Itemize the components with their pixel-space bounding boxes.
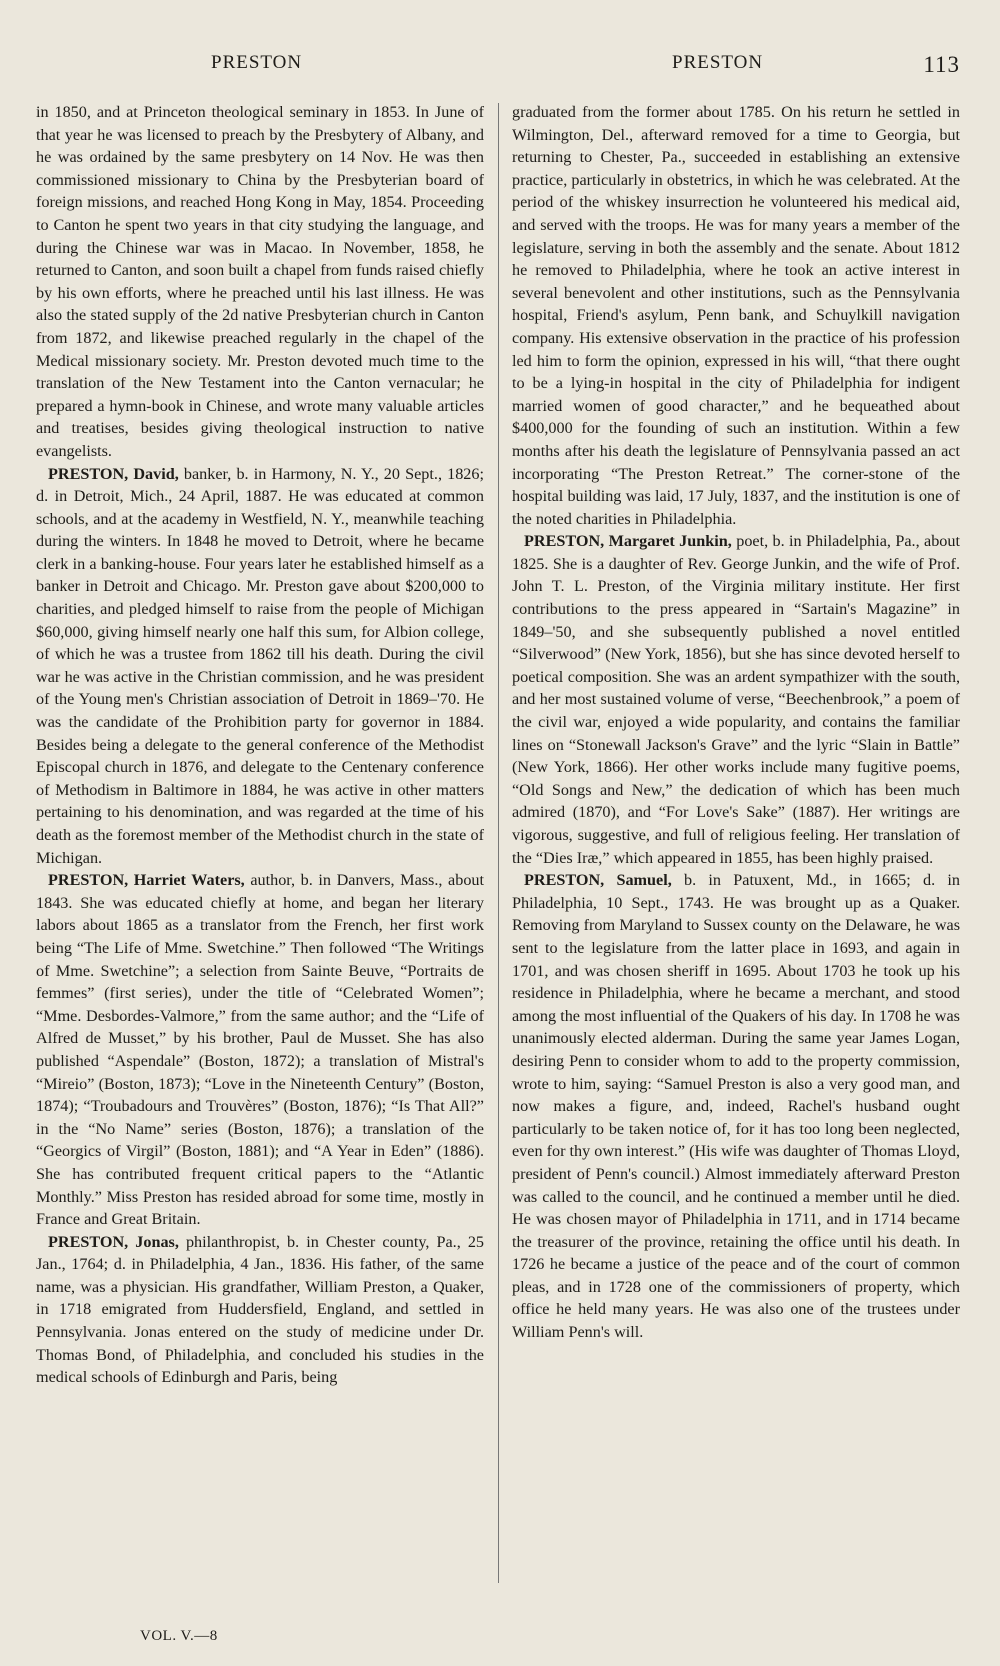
left-running-head: PRESTON: [211, 52, 303, 73]
text-columns: [36, 101, 960, 1601]
headword: PRESTON, Jonas,: [48, 1232, 179, 1251]
entry-body: b. in Patuxent, Md., in 1665; d. in Philadelphia, 10 Sept., 1743. He was brought up as a Quaker. Removing from Maryland to Sussex county on the Delaware, he was sent to the legislature from the latter place in 1693, and again in 1701, and was chosen sheriff in 1695. About 1703 he took up his residence in Philadelphia, where he became a merchant, and stood among the most influential of the Quakers of his day. In 1708 he was unanimously elected alderman. During the same year James Logan, desiring Penn to consider whom to add to the property commission, wrote to him, saying: “Samuel Preston is also a very good man, and now makes a figure, and, indeed, Rachel's husband ought particularly to be taken notice of, for it has too long been neglected, even for thy own interest.” (His wife was daughter of Thomas Lloyd, president of Penn's council.) Almost immediately afterward Preston was called to the council, and he continued a member until he died. He was chosen mayor of Philadelphia in 1711, and in 1714 became the treasurer of the province, retaining the office until his death. In 1726 he became a justice of the peace and of the court of common pleas, and in 1728 one of the commissioners of property, which office he held many years. He was also one of the trustees under William Penn's will.: [512, 871, 960, 1342]
continued-entry-text: graduated from the former about 1785. On his return he settled in Wilmington, Del., afterward removed for a time to Georgia, but returning to Chester, Pa., succeeded in establishing an extensive practice, particularly in obstetrics, in which he was celebrated. At the period of the whiskey insurrection he volunteered his medical aid, and served with the troops. He was for many years a member of the legislature, serving in both the assembly and the senate. About 1812 he removed to Philadelphia, where he took an active interest in several benevolent and other institutions, such as the Pennsylvania hospital, Friend's asylum, Penn bank, and Schuylkill navigation company. His extensive observation in the practice of his profession led him to form the opinion, expressed in his will, “that there ought to be a lying-in hospital in the city of Philadelphia for indigent married women of good character,” and he bequeathed about $400,000 for the founding of such an institution. Within a few months after his death the legislature of Pennsylvania passed an act incorporating “The Preston Retreat.” The corner-stone of the hospital building was laid, 17 July, 1837, and the institution is one of the noted charities in Philadelphia.: [512, 103, 960, 528]
headword: PRESTON, Samuel,: [524, 871, 672, 890]
headword: PRESTON, Margaret Junkin,: [524, 532, 732, 551]
page-header: [36, 48, 960, 88]
headword: PRESTON, Harriet Waters,: [48, 871, 245, 890]
column-divider: [498, 103, 499, 1583]
left-column: [36, 101, 484, 1601]
entry-samuel-preston: [512, 869, 960, 1343]
page-number: 113: [923, 52, 960, 77]
volume-signature: VOL. V.—8: [140, 1628, 218, 1644]
continued-entry-text: in 1850, and at Princeton theological seminary in 1853. In June of that year he was licensed to preach by the Presbytery of Albany, and he was ordained by the same presbytery on 14 Nov. He was then commissioned missionary to China by the Presbyterian board of foreign missions, and reached Hong Kong in May, 1854. Proceeding to Canton he spent two years in that city studying the language, and during the Chinese war was in Macao. In November, 1858, he returned to Canton, and soon built a chapel from funds raised chiefly by his own efforts, where he preached until his last illness. He was also the stated supply of the 2d native Presbyterian church in Canton from 1872, and likewise preached regularly in the chapel of the Medical missionary society. Mr. Preston devoted much time to the translation of the New Testament into the Canton vernacular; he prepared a hymn-book in Chinese, and wrote many valuable articles and treatises, besides giving theological instruction to native evangelists.: [36, 103, 484, 460]
entry-jonas-preston: [36, 1231, 484, 1389]
entry-margaret-junkin-preston: [512, 530, 960, 869]
entry-body: poet, b. in Philadelphia, Pa., about 1825. She is a daughter of Rev. George Junkin, and the wife of Prof. John T. L. Preston, of the Virginia military institute. Her first contributions to the press appeared in “Sartain's Magazine” in 1849–'50, and she subsequently published a novel entitled “Silverwood” (New York, 1856), but she has since devoted herself to poetical composition. She was an ardent sympathizer with the south, and her most sustained volume of verse, “Beechenbrook,” a poem of the civil war, enjoyed a wide popularity, and contains the familiar lines on “Stonewall Jackson's Grave” and the lyric “Slain in Battle” (New York, 1866). Her other works include many fugitive poems, “Old Songs and New,” the dedication of which has been much admired (1870), and “For Love's Sake” (1887). Her writings are vigorous, suggestive, and full of religious feeling. Her translation of the “Dies Iræ,” which appeared in 1855, has been highly praised.: [512, 532, 960, 867]
right-column: [512, 101, 960, 1601]
entry-david-preston: [36, 463, 484, 870]
entry-body: author, b. in Danvers, Mass., about 1843. She was educated chiefly at home, and began her literary labors about 1865 as a translator from the French, her first work being “The Life of Mme. Swetchine.” Then followed “The Writings of Mme. Swetchine”; a selection from Sainte Beuve, “Portraits de femmes” (first series), under the title of “Celebrated Women”; “Mme. Desbordes-Valmore,” from the same author; and the “Life of Alfred de Musset,” by his brother, Paul de Musset. She has also published “Aspendale” (Boston, 1872); a translation of Mistral's “Mireio” (Boston, 1873); “Love in the Nineteenth Century” (Boston, 1874); “Troubadours and Trouvères” (Boston, 1876); “Is That All?” in the “No Name” series (Boston, 1876); a translation of the “Georgics of Virgil” (Boston, 1881); and “A Year in Eden” (1886). She has contributed frequent critical papers to the “Atlantic Monthly.” Miss Preston has resided abroad for some time, mostly in France and Great Britain.: [36, 871, 484, 1229]
entry-body: banker, b. in Harmony, N. Y., 20 Sept., 1826; d. in Detroit, Mich., 24 April, 1887. He was educated at common schools, and at the academy in Westfield, N. Y., meanwhile teaching during the winters. In 1848 he moved to Detroit, where he became clerk in a banking-house. Four years later he established himself as a banker in Detroit and Chicago. Mr. Preston gave about $200,000 to charities, and pledged himself to raise from the people of Michigan $60,000, giving himself nearly one half this sum, for Albion college, of which he was a trustee from 1862 till his death. During the civil war he was active in the Christian commission, and he was president of the Young men's Christian association of Detroit in 1869–'70. He was the candidate of the Prohibition party for governor in 1884. Besides being a delegate to the general conference of the Methodist Episcopal church in 1876, and delegate to the Centenary conference of Methodism in Baltimore in 1884, he was active in other matters pertaining to his denomination, and was regarded at the time of his death as the foremost member of the Methodist church in the state of Michigan.: [36, 464, 484, 867]
headword: PRESTON, David,: [48, 464, 179, 483]
entry-body: philanthropist, b. in Chester county, Pa., 25 Jan., 1764; d. in Philadelphia, 4 Jan., 1836. His father, of the same name, was a physician. His grandfather, William Preston, a Quaker, in 1718 emigrated from Huddersfield, England, and settled in Pennsylvania. Jonas entered on the study of medicine under Dr. Thomas Bond, of Philadelphia, and concluded his studies in the medical schools of Edinburgh and Paris, being: [36, 1232, 485, 1387]
entry-harriet-waters-preston: [36, 869, 484, 1231]
right-running-head: PRESTON: [672, 52, 764, 73]
